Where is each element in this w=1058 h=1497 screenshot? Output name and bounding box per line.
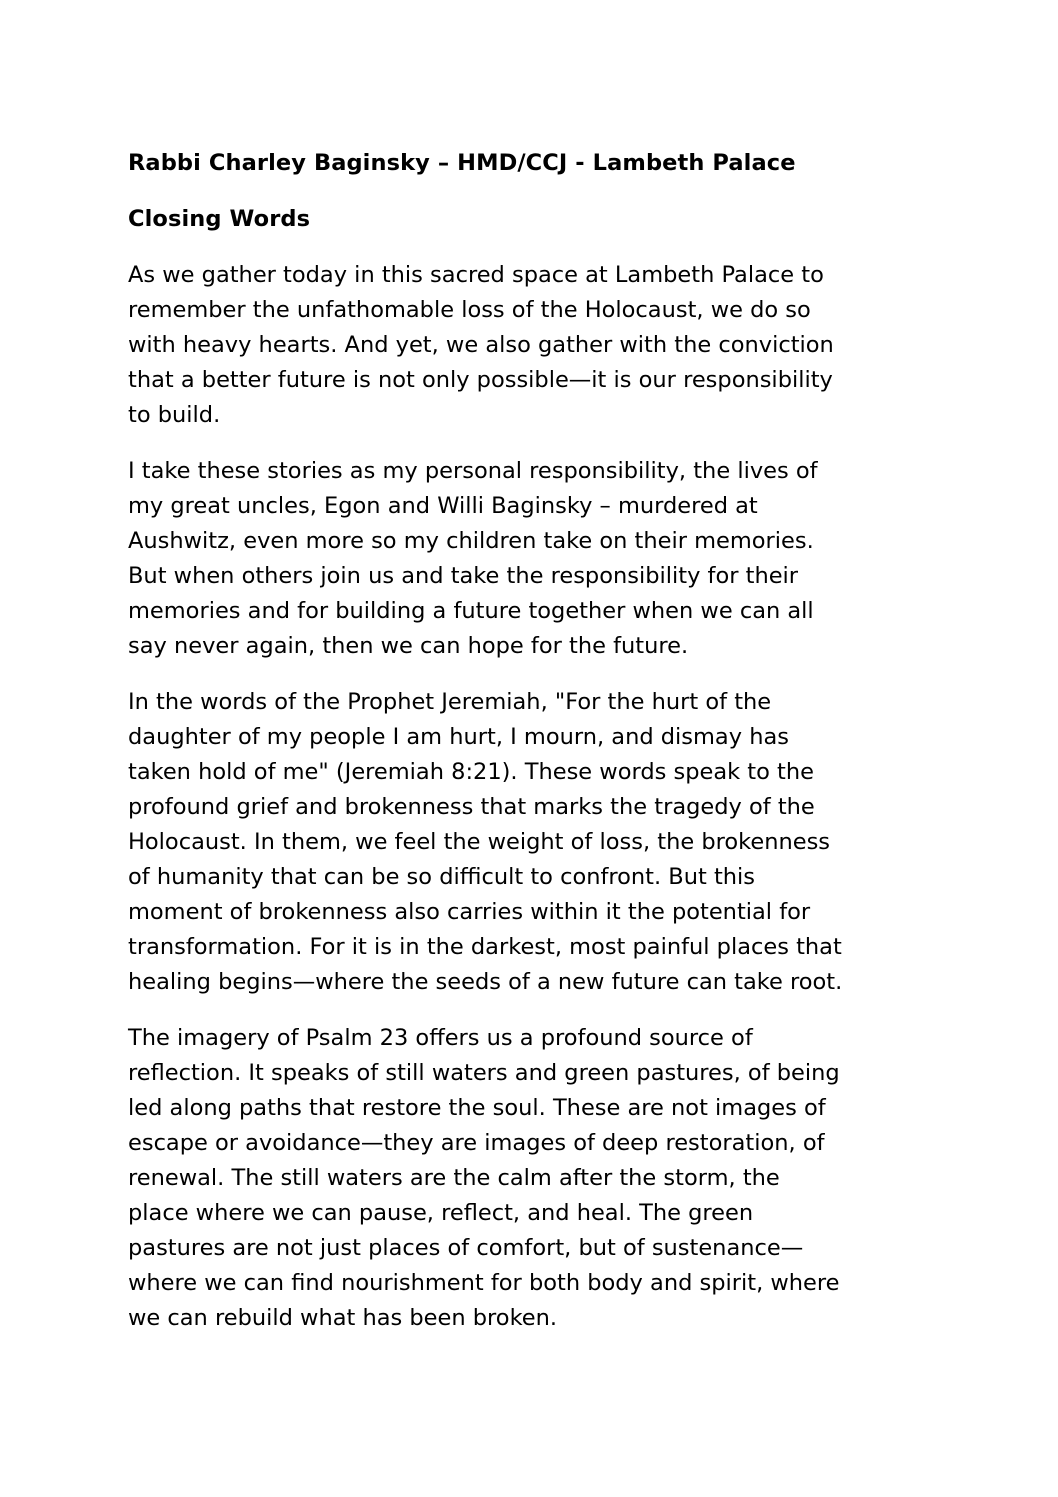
text-line: we can rebuild what has been broken. [128, 1305, 558, 1331]
text-line: I take these stories as my personal responsibility, the lives of [128, 458, 818, 484]
text-line: As we gather today in this sacred space at Lambeth Palace to [128, 262, 824, 288]
paragraph-2 [128, 454, 938, 664]
text-line: taken hold of me" (Jeremiah 8:21). These words speak to the [128, 759, 814, 785]
text-line: of humanity that can be so difficult to confront. But this [128, 864, 756, 890]
section-heading: Closing Words [128, 206, 311, 232]
text-line: The imagery of Psalm 23 offers us a profound source of [128, 1025, 753, 1051]
text-line: daughter of my people I am hurt, I mourn, and dismay has [128, 724, 789, 750]
paragraph-3 [128, 685, 938, 1000]
text-line: But when others join us and take the responsibility for their [128, 563, 799, 589]
document-title: Rabbi Charley Baginsky – HMD/CCJ - Lambeth Palace [128, 150, 796, 176]
text-line: to build. [128, 402, 221, 428]
paragraph-4 [128, 1021, 938, 1336]
text-line: renewal. The still waters are the calm after the storm, the [128, 1165, 780, 1191]
text-line: memories and for building a future together when we can all [128, 598, 814, 624]
text-line: pastures are not just places of comfort, but of sustenance— [128, 1235, 804, 1261]
text-line: escape or avoidance—they are images of deep restoration, of [128, 1130, 825, 1156]
text-line: In the words of the Prophet Jeremiah, "For the hurt of the [128, 689, 772, 715]
text-line: transformation. For it is in the darkest, most painful places that [128, 934, 842, 960]
text-line: that a better future is not only possible—it is our responsibility [128, 367, 833, 393]
document-body [128, 146, 938, 1357]
text-line: reflection. It speaks of still waters and green pastures, of being [128, 1060, 840, 1086]
text-line: place where we can pause, reflect, and heal. The green [128, 1200, 754, 1226]
text-line: healing begins—where the seeds of a new future can take root. [128, 969, 843, 995]
paragraph-1 [128, 258, 938, 433]
text-line: led along paths that restore the soul. These are not images of [128, 1095, 826, 1121]
text-line: my great uncles, Egon and Willi Baginsky – murdered at [128, 493, 758, 519]
text-line: with heavy hearts. And yet, we also gather with the conviction [128, 332, 834, 358]
text-line: profound grief and brokenness that marks the tragedy of the [128, 794, 815, 820]
text-line: Holocaust. In them, we feel the weight of loss, the brokenness [128, 829, 831, 855]
text-line: say never again, then we can hope for the future. [128, 633, 689, 659]
text-line: where we can find nourishment for both body and spirit, where [128, 1270, 840, 1296]
text-line: Aushwitz, even more so my children take on their memories. [128, 528, 814, 554]
text-line: moment of brokenness also carries within it the potential for [128, 899, 811, 925]
text-line: remember the unfathomable loss of the Holocaust, we do so [128, 297, 811, 323]
